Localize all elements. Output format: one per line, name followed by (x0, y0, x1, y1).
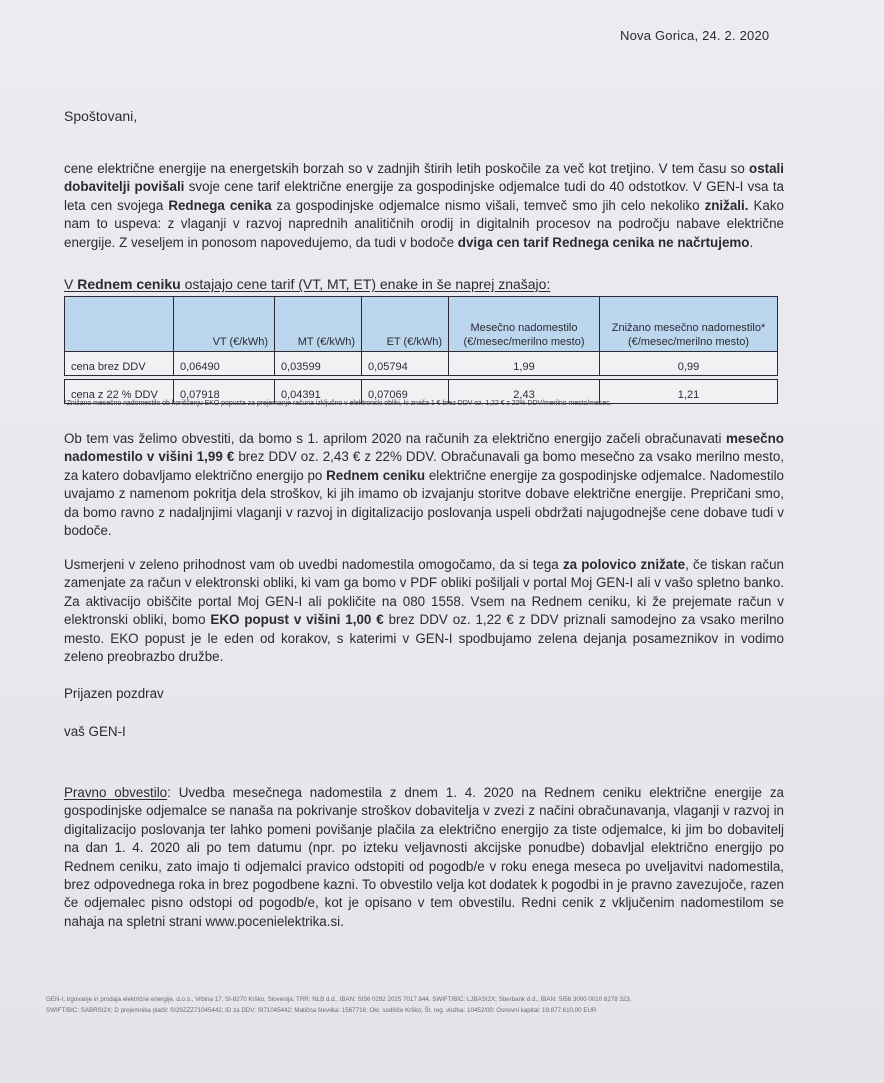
row-label: cena z 22 % DDV (65, 380, 174, 404)
header-cell-monthly-fee: Mesečno nadomestilo (€/mesec/merilno mesto) (449, 297, 600, 352)
bold-text: dviga cen tarif Rednega cenika ne načrtujemo (457, 234, 750, 250)
cell-reduced-fee: 1,21 (600, 380, 778, 404)
company-footer-line: SWIFT/BIC: SABRSI2X; D prejemnika plačil: SI29ZZZ71045442; ID za DDV: SI71045442; Matična številka: 1567716; Okr. sodišče Krško; Št. reg. vložka: 10452/00; Osnovni kapital: 19.877.610,00 EUR (46, 1007, 597, 1014)
company-footer-line: GEN-I, trgovanje in prodaja električne energije, d.o.o., Vrbina 17, SI-8270 Krško, Slovenija; TRR: NLB d.d., IBAN: SI56 0292 2025 7017 844, SWIFT/BIC: LJBASI2X; Sberbank d.d., IBAN: SI56 3000 0010 8278 323, (46, 996, 632, 1003)
cell-et: 0,05794 (362, 352, 449, 376)
text: , če tiskan račun zamenjate za račun v elektronski obliki, ki vam ga bomo v PDF obliki pošiljali v portal Moj GEN-I ali v vašo spletno banko. Za aktivacijo obiščite portal Moj GEN-I ali pokličite na 080 1558. Vsem na Rednem ceniku, ki že prejemate račun v elektronski obliki, bomo (64, 557, 784, 628)
text: svoje cene tarif električne energije za gospodinjske odjemalce tudi do 40 odstotkov. V GEN-I vsa ta leta cen svojega (64, 179, 784, 213)
bold-text: mesečno nadomestilo v višini 1,99 € (64, 431, 784, 465)
legal-notice (64, 784, 784, 931)
cell-reduced-fee: 0,99 (600, 352, 778, 376)
header-cell-mt: MT (€/kWh) (275, 297, 362, 352)
bold-text: EKO popust v višini 1,00 € (210, 612, 384, 628)
table-footnote: *Znižano mesečno nadomestilo ob koriščenju EKO popusta za prejemanje računa izključno v elektronski obliki, ki znaša 1 € brez DDV oz. 1,22 € z 22% DDV/merilno mesto/mesec. (64, 400, 612, 407)
letter-date: Nova Gorica, 24. 2. 2020 (620, 28, 770, 43)
text: brez DDV oz. 2,43 € z 22% DDV. Obračunavali ga bomo mesečno za vsako merilno mesto, za katero dobavljamo električno energijo po (64, 449, 784, 483)
cell-monthly-fee: 1,99 (449, 352, 600, 376)
company-footer (46, 994, 816, 1016)
bold-text: ostali dobavitelji povišali (64, 161, 784, 195)
paragraph-price-context (64, 160, 784, 252)
paragraph-monthly-fee (64, 430, 784, 540)
text: cene električne energije na energetskih borzah so v zadnjih štirih letih poskočile za več kot tretjino. V tem času so (64, 161, 750, 176)
text: Usmerjeni v zeleno prihodnost vam ob uvedbi nadomestila omogočamo, da si tega (64, 557, 563, 572)
table-header-row (65, 297, 778, 352)
text: Kako nam to uspeva: z vlaganji v razvoj naprednih analitičnih orodij in digitalnih procesov na področju nabave električne energije. Z veseljem in ponosom napovedujemo, da tudi v bodoče (64, 197, 784, 250)
table-row (65, 352, 778, 376)
greeting: Spoštovani, (64, 108, 138, 124)
cell-mt: 0,03599 (275, 352, 362, 376)
row-label: cena brez DDV (65, 352, 174, 376)
bold-text: Rednem ceniku (77, 276, 181, 292)
text: Ob tem vas želimo obvestiti, da bomo s 1. aprilom 2020 na računih za električno energijo začeli obračunavati (64, 431, 726, 446)
bold-text: Rednega cenika (168, 197, 272, 213)
bold-text: znižali. (704, 197, 749, 213)
header-cell-et: ET (€/kWh) (362, 297, 449, 352)
header-cell-reduced-fee: Znižano mesečno nadomestilo* (€/mesec/merilno mesto) (600, 297, 778, 352)
text: V (64, 276, 78, 292)
bold-text: za polovico znižate (562, 557, 686, 572)
header-cell-label (65, 297, 174, 352)
cell-vt: 0,06490 (174, 352, 275, 376)
text: za gospodinjske odjemalce nismo višali, temveč smo jih celo nekoliko (271, 197, 705, 213)
cell-vt: 0,07918 (174, 380, 275, 404)
text: brez DDV oz. 1,22 € z DDV priznali samodejno za vsako merilno mesto. EKO popust je le eden od korakov, s katerimi v GEN-I spodbujamo zelena dejanja posameznikov in vodimo zeleno preobrazbo družbe. (64, 612, 784, 665)
cell-monthly-fee: 2,43 (449, 380, 600, 404)
text: : Uvedba mesečnega nadomestila z dnem 1. 4. 2020 na Rednem ceniku električne energije za gospodinjske odjemalce se nanaša na pokrivanje stroškov dobavitelja v zvezi z načini obračunavanja, vlaganji v razvoj in digitalizacijo poslovanja ter lahko pomeni povišanje plačila za električno energijo za tiste odjemalce, ki jim bo dobavitelj na dan 1. 4. 2020 ali po tem datumu (npr. po izteku veljavnosti akcijske ponudbe) dobavljal električno energijo po Rednem ceniku, zato imajo ti odjemalci pravico odstopiti od pogodb/e v roku enega meseca po uveljavitvi nadomestila, brez odpovednega roka in brez pogodbene kazni. To obvestilo velja kot dodatek k pogodbi in je pravno zavezujoče, razen če odjemalec pisno odstopi od pogodb/e, kot je opisano v tem obvestilu. Redni cenik z vključenim nadomestilom se nahaja na spletni strani www.pocenielektrika.si. (64, 785, 784, 929)
bold-text: Rednem ceniku (326, 467, 426, 483)
cell-mt: 0,04391 (275, 380, 362, 404)
signature: vaš GEN-I (64, 724, 126, 739)
text: električne energije za gospodinjske odjemalce. Nadomestilo uvajamo z namenom pokritja dela stroškov, ki jih imamo ob izvajanju storitve dobave električne energije. Prepričani smo, da bomo ravno z nadaljnjimi vlaganji v razvoj in digitalizacijo poslovanja uspeli obdržati najugodnejše cene dobave tudi v bodoče. (64, 467, 784, 539)
table-intro (64, 276, 550, 292)
paragraph-eko-discount (64, 556, 784, 666)
tariff-table (64, 296, 778, 404)
text: . (749, 234, 754, 250)
header-cell-vt: VT (€/kWh) (174, 297, 275, 352)
closing: Prijazen pozdrav (64, 686, 164, 701)
legal-heading: Pravno obvestilo (64, 785, 168, 800)
cell-et: 0,07069 (362, 380, 449, 404)
text: ostajajo cene tarif (VT, MT, ET) enake in še naprej znašajo: (180, 276, 551, 292)
